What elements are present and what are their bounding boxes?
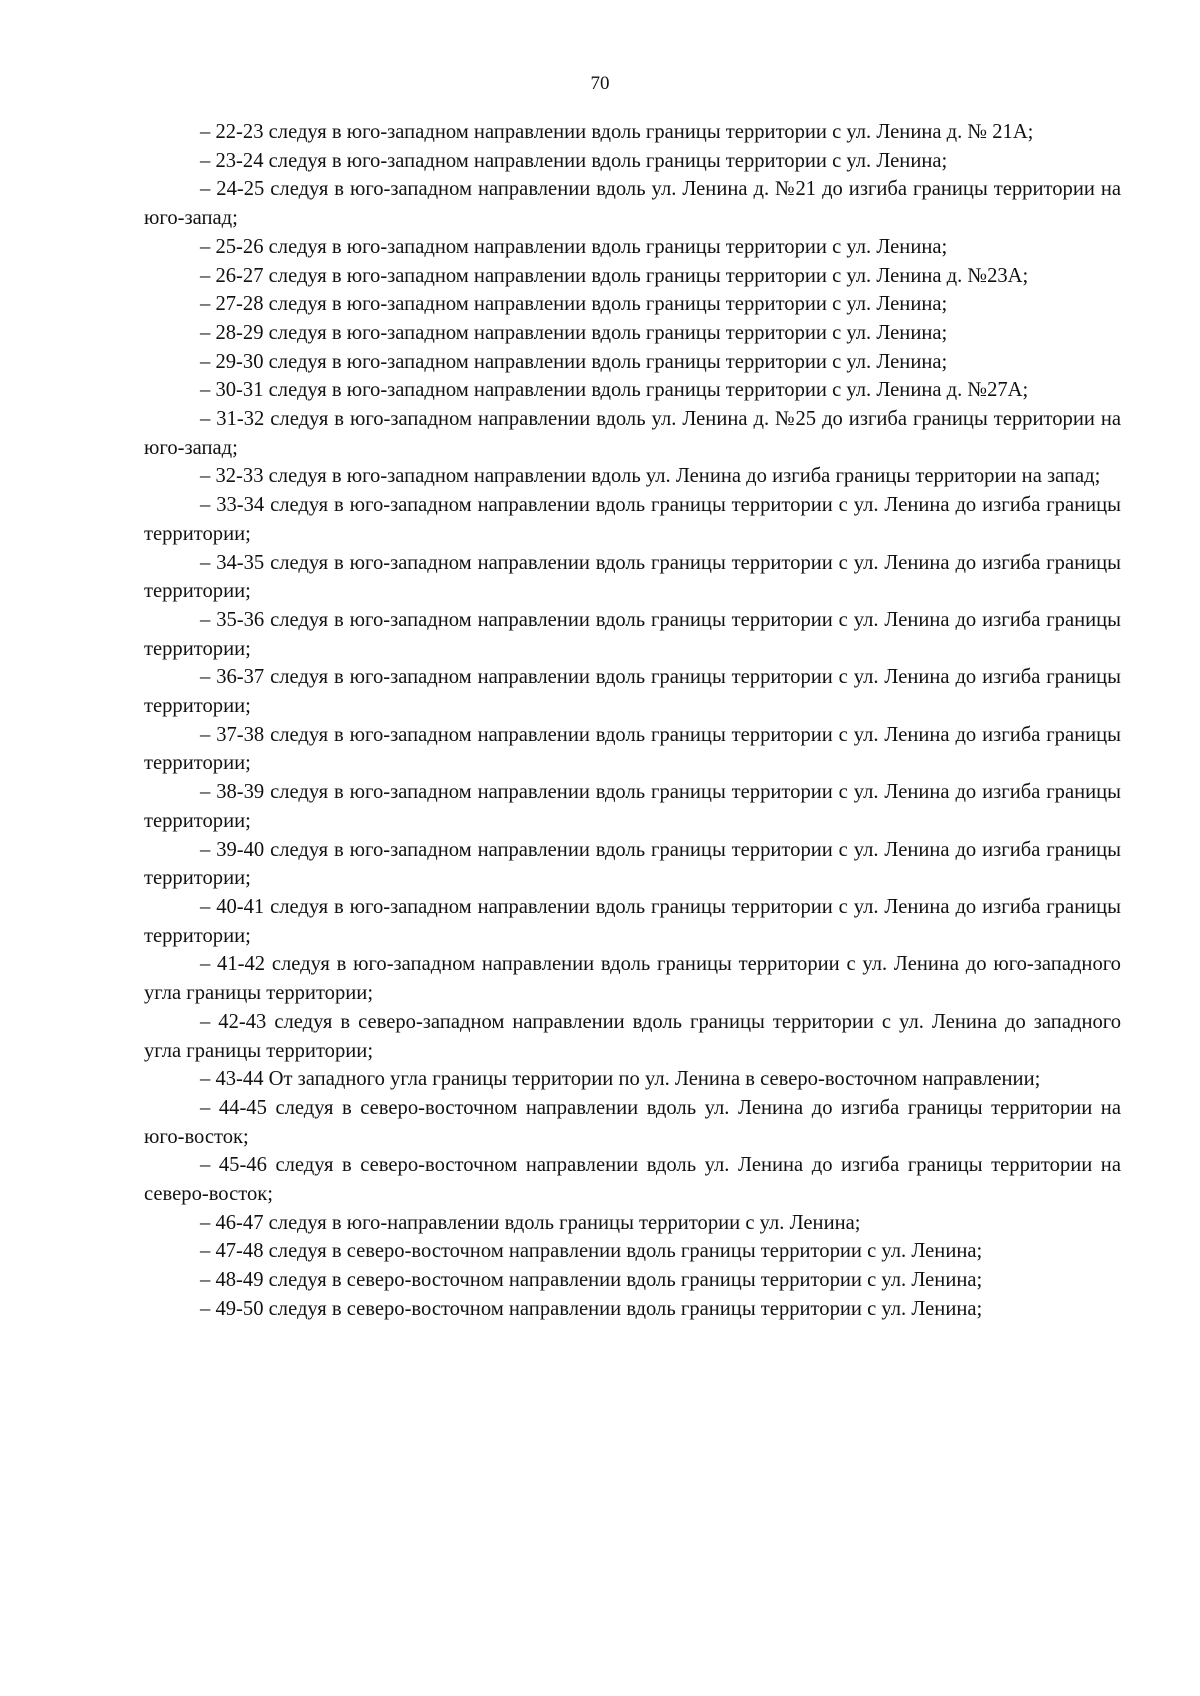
boundary-segment-paragraph (144, 549, 1121, 606)
list-dash: – (200, 608, 217, 631)
boundary-description (144, 118, 1121, 1324)
boundary-segment-paragraph (144, 491, 1121, 548)
boundary-segment-paragraph (144, 1008, 1121, 1065)
segment-number: 30-31 (215, 379, 264, 402)
boundary-segment-paragraph (144, 1094, 1121, 1151)
boundary-segment-paragraph (144, 405, 1121, 462)
boundary-segment-paragraph (144, 175, 1121, 232)
list-dash: – (200, 379, 216, 402)
boundary-segment-paragraph (144, 376, 1121, 405)
segment-description: следуя в юго-западном направлении вдоль границы территории с ул. Ленина до изгиба границы территории; (144, 895, 1122, 947)
boundary-segment-paragraph (144, 1151, 1121, 1208)
segment-description: следуя в юго-западном направлении вдоль границы территории с ул. Ленина до изгиба границы территории; (144, 723, 1122, 775)
boundary-segment-paragraph (144, 262, 1121, 291)
segment-description: следуя в северо-восточном направлении вдоль границы территории с ул. Ленина; (268, 1297, 983, 1320)
segment-description: следуя в северо-восточном направлении вдоль границы территории с ул. Ленина; (268, 1240, 983, 1263)
boundary-segment-paragraph (144, 118, 1121, 147)
list-dash: – (200, 838, 217, 861)
list-dash: – (200, 1154, 219, 1177)
list-dash: – (200, 551, 217, 574)
list-dash: – (200, 121, 216, 143)
segment-number: 27-28 (215, 293, 264, 316)
boundary-segment-paragraph (144, 893, 1121, 950)
segment-description: следуя в северо-западном направлении вдоль границы территории с ул. Ленина до западного угла границы территории; (144, 1010, 1121, 1062)
list-dash: – (200, 1068, 216, 1091)
list-dash: – (200, 1240, 216, 1263)
list-dash: – (200, 1211, 216, 1234)
segment-description: следуя в юго-западном направлении вдоль границы территории с ул. Ленина до изгиба границы территории; (144, 838, 1122, 890)
segment-number: 40-41 (216, 895, 265, 918)
list-dash: – (200, 1096, 219, 1119)
boundary-segment-paragraph (144, 1209, 1121, 1238)
list-dash: – (200, 1010, 219, 1033)
segment-description: следуя в юго-западном направлении вдоль границы территории с ул. Ленина до изгиба границы территории; (144, 781, 1122, 832)
segment-description: следуя в юго-западном направлении вдоль границы территории с ул. Ленина; (268, 350, 948, 373)
segment-description: следуя в юго-западном направлении вдоль границы территории с ул. Ленина до изгиба границы территории; (144, 666, 1122, 718)
page-number: 70 (590, 73, 610, 94)
list-dash: – (200, 350, 216, 373)
list-dash: – (200, 149, 216, 172)
segment-number: 31-32 (216, 408, 265, 431)
list-dash: – (200, 321, 216, 344)
segment-description: следуя в северо-восточном направлении вдоль границы территории с ул. Ленина; (268, 1269, 983, 1292)
boundary-segment-paragraph (144, 290, 1121, 319)
segment-description: следуя в юго-западном направлении вдоль границы территории с ул. Ленина до изгиба границы территории; (144, 494, 1122, 545)
segment-number: 49-50 (215, 1297, 264, 1320)
list-dash: – (200, 1269, 216, 1292)
segment-number: 22-23 (215, 121, 264, 143)
segment-number: 35-36 (216, 608, 265, 631)
segment-number: 41-42 (217, 953, 266, 976)
boundary-segment-paragraph (144, 1237, 1121, 1266)
boundary-segment-paragraph (144, 663, 1121, 720)
boundary-segment-paragraph (144, 233, 1121, 262)
segment-number: 32-33 (215, 465, 264, 488)
boundary-segment-paragraph (144, 836, 1121, 893)
segment-number: 26-27 (215, 264, 264, 287)
segment-number: 33-34 (216, 494, 265, 517)
boundary-segment-paragraph (144, 319, 1121, 348)
list-dash: – (200, 293, 216, 316)
segment-description: следуя в юго-западном направлении вдоль границы территории с ул. Ленина д. №23А; (268, 264, 1029, 287)
segment-number: 37-38 (216, 723, 265, 746)
boundary-segment-paragraph (144, 721, 1121, 778)
boundary-segment-paragraph (144, 950, 1121, 1007)
segment-description: следуя в юго-западном направлении вдоль границы территории с ул. Ленина д. №27А; (268, 379, 1029, 402)
list-dash: – (200, 1297, 216, 1320)
list-dash: – (200, 235, 216, 258)
segment-description: следуя в юго-западном направлении вдоль ул. Ленина д. №21 до изгиба границы территории на юго-запад; (144, 178, 1121, 230)
segment-number: 29-30 (215, 350, 264, 373)
segment-number: 45-46 (218, 1154, 267, 1177)
segment-number: 39-40 (216, 838, 265, 861)
segment-description: следуя в юго-западном направлении вдоль границы территории с ул. Ленина до изгиба границы территории; (144, 608, 1122, 660)
segment-number: 34-35 (216, 551, 265, 574)
segment-description: следуя в северо-восточном направлении вдоль ул. Ленина до изгиба границы территории на юго-восток; (144, 1096, 1121, 1148)
segment-description: следуя в юго-западном направлении вдоль границы территории с ул. Ленина до юго-западного угла границы территории; (144, 953, 1121, 1005)
segment-number: 48-49 (215, 1269, 264, 1292)
segment-number: 24-25 (216, 178, 265, 201)
segment-description: следуя в юго-западном направлении вдоль границы территории с ул. Ленина; (268, 321, 948, 344)
boundary-segment-paragraph (144, 462, 1121, 491)
segment-description: следуя в юго-западном направлении вдоль границы территории с ул. Ленина до изгиба границы территории; (144, 551, 1122, 603)
segment-number: 38-39 (216, 781, 265, 804)
list-dash: – (200, 666, 217, 689)
list-dash: – (200, 264, 216, 287)
list-dash: – (200, 953, 218, 976)
segment-number: 28-29 (215, 321, 264, 344)
list-dash: – (200, 465, 216, 488)
segment-number: 25-26 (215, 235, 264, 258)
segment-description: следуя в северо-восточном направлении вдоль ул. Ленина до изгиба границы территории на северо-восток; (144, 1154, 1121, 1206)
boundary-segment-paragraph (144, 606, 1121, 663)
segment-description: следуя в юго-западном направлении вдоль ул. Ленина д. №25 до изгиба границы территории на юго-запад; (144, 408, 1121, 459)
segment-description: следуя в юго-западном направлении вдоль границы территории с ул. Ленина; (268, 293, 948, 316)
segment-description: следуя в юго-западном направлении вдоль границы территории с ул. Ленина д. № 21А; (268, 121, 1034, 143)
segment-description: следуя в юго-западном направлении вдоль ул. Ленина до изгиба границы территории на запад; (268, 465, 1101, 488)
list-dash: – (200, 895, 217, 918)
list-dash: – (200, 781, 217, 804)
segment-description: следуя в юго-западном направлении вдоль границы территории с ул. Ленина; (268, 149, 948, 172)
segment-description: следуя в юго-направлении вдоль границы территории с ул. Ленина; (268, 1211, 861, 1234)
boundary-segment-paragraph (144, 1065, 1121, 1094)
segment-number: 46-47 (215, 1211, 264, 1234)
segment-description: От западного угла границы территории по ул. Ленина в северо-восточном направлении; (268, 1068, 1041, 1091)
segment-number: 23-24 (215, 149, 264, 172)
boundary-segment-paragraph (144, 778, 1121, 835)
segment-number: 44-45 (218, 1096, 267, 1119)
list-dash: – (200, 494, 217, 517)
segment-number: 36-37 (216, 666, 265, 689)
list-dash: – (200, 408, 217, 431)
boundary-segment-paragraph (144, 1295, 1121, 1324)
segment-number: 42-43 (218, 1010, 267, 1033)
segment-description: следуя в юго-западном направлении вдоль границы территории с ул. Ленина; (268, 235, 948, 258)
list-dash: – (200, 178, 217, 201)
boundary-segment-paragraph (144, 147, 1121, 176)
list-dash: – (200, 723, 217, 746)
boundary-segment-paragraph (144, 348, 1121, 377)
segment-number: 43-44 (215, 1068, 264, 1091)
segment-number: 47-48 (215, 1240, 264, 1263)
boundary-segment-paragraph (144, 1266, 1121, 1295)
